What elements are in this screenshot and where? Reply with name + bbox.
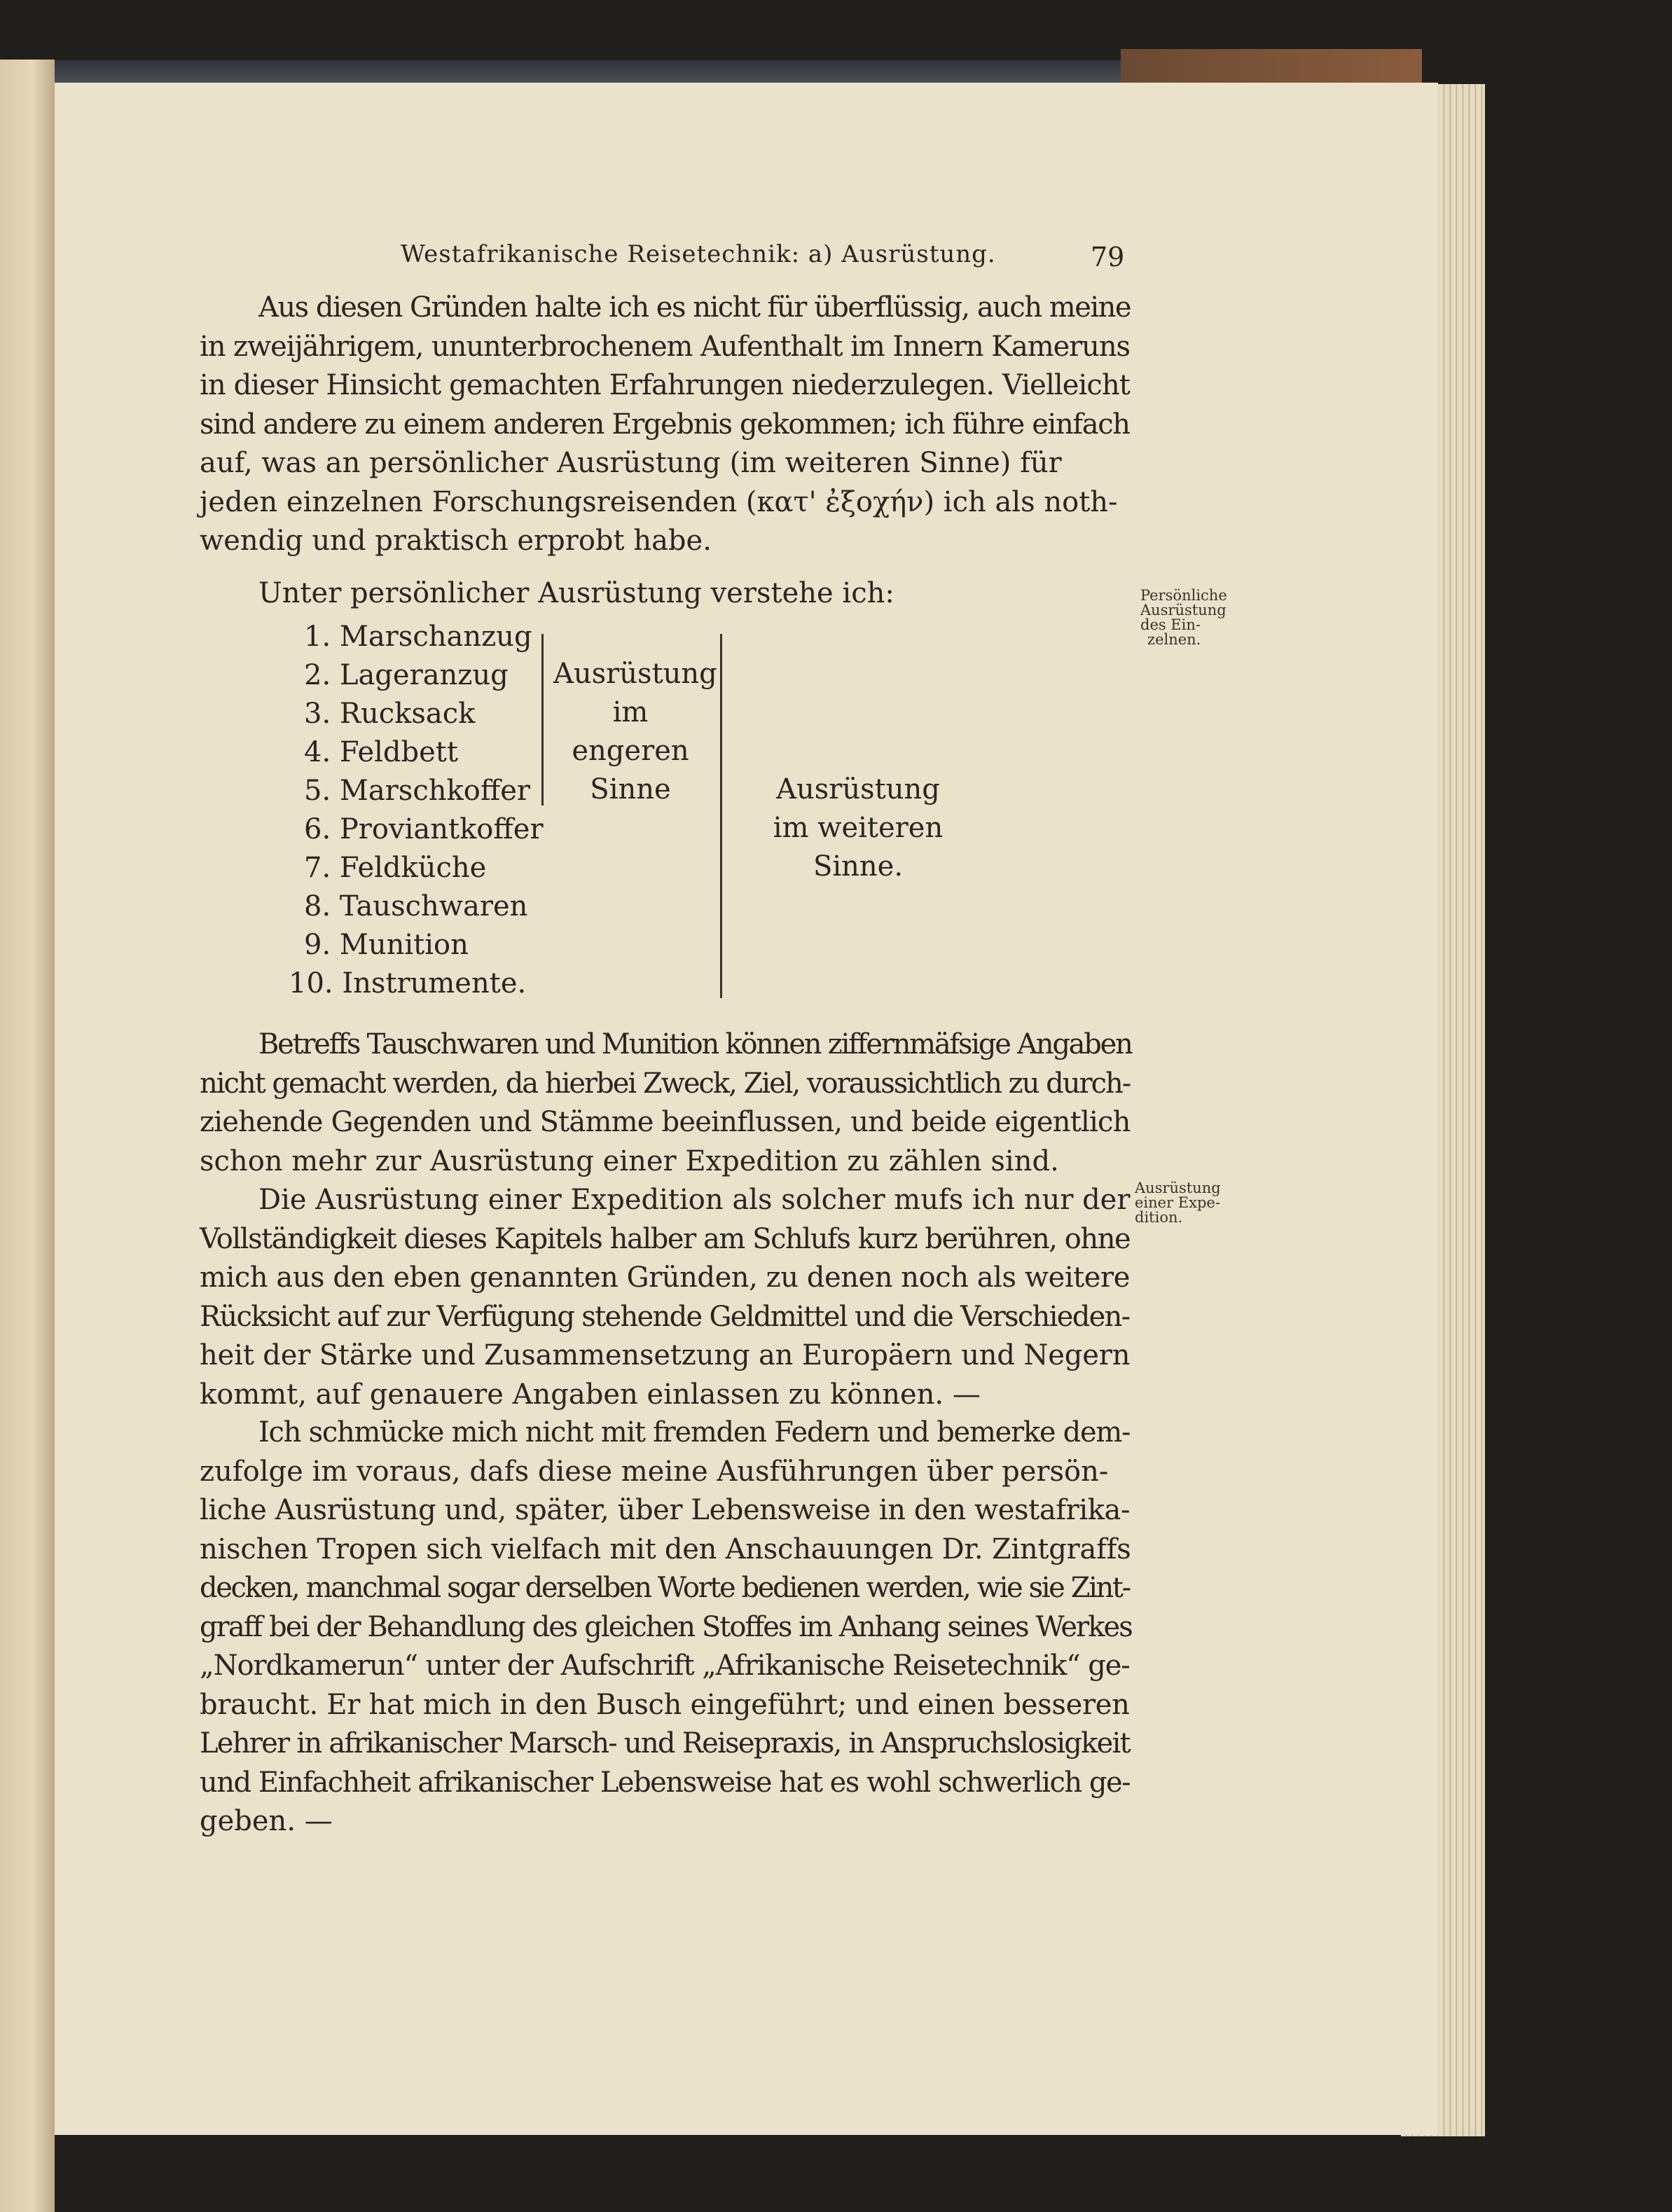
intro-line: Unter persönlicher Ausrüstung verstehe ich: bbox=[258, 577, 894, 609]
text-line: nicht gemacht werden, da hierbei Zweck, Ziel, voraussichtlich zu durch- bbox=[200, 1067, 1131, 1100]
outer-bracket-label bbox=[725, 770, 991, 886]
text-line: in zweijährigem, ununterbrochenem Aufenthalt im Innern Kameruns bbox=[200, 330, 1130, 363]
paragraph-3 bbox=[200, 1181, 1130, 1414]
text-line: Ich schmücke mich nicht mit fremden Federn und bemerke dem- bbox=[258, 1416, 1131, 1449]
list-item: 6. Proviantkoffer bbox=[304, 813, 544, 845]
text-line: wendig und praktisch erprobt habe. bbox=[200, 525, 712, 557]
text-line: liche Ausrüstung und, später, über Lebensweise in den westafrika- bbox=[200, 1494, 1131, 1526]
list-item: 4. Feldbett bbox=[304, 736, 458, 768]
text-line: jeden einzelnen Forschungsreisenden (κατ' ἐξοχήν) ich als noth- bbox=[200, 485, 1118, 518]
paragraph-2 bbox=[200, 1025, 1130, 1181]
list-item: 5. Marschkoffer bbox=[304, 775, 531, 807]
inner-label-line: im engeren bbox=[572, 696, 689, 767]
text-line: zufolge im voraus, dafs diese meine Ausführungen über persön- bbox=[200, 1455, 1109, 1488]
list-item: 9. Munition bbox=[304, 929, 469, 961]
text-line: mich aus den eben genannten Gründen, zu denen noch als weitere bbox=[200, 1261, 1130, 1294]
text-line: graff bei der Behandlung des gleichen Stoffes im Anhang seines Werkes bbox=[200, 1610, 1132, 1643]
text-line: Die Ausrüstung einer Expedition als solcher mufs ich nur der bbox=[258, 1184, 1131, 1216]
paragraph-1 bbox=[200, 289, 1130, 561]
paragraph-4 bbox=[200, 1413, 1130, 1841]
text-line: in dieser Hinsicht gemachten Erfahrungen niederzulegen. Vielleicht bbox=[200, 369, 1130, 401]
margin-note-line: zelnen. bbox=[1147, 631, 1201, 648]
text-line: Rücksicht auf zur Verfügung stehende Geldmittel und die Verschieden- bbox=[200, 1300, 1130, 1333]
list-item: 1. Marschanzug bbox=[304, 621, 532, 653]
text-line: kommt, auf genauere Angaben einlassen zu können. — bbox=[200, 1378, 981, 1411]
text-line: braucht. Er hat mich in den Busch eingeführt; und einen besseren bbox=[200, 1688, 1130, 1721]
margin-note-line: Ausrüstung bbox=[1135, 1180, 1221, 1196]
text-line: Aus diesen Gründen halte ich es nicht für überflüssig, auch meine bbox=[258, 291, 1131, 324]
margin-note-line: des Ein- bbox=[1140, 616, 1201, 633]
list-item: 10. Instrumente. bbox=[289, 967, 527, 1000]
list-item: 7. Feldküche bbox=[304, 852, 487, 884]
text-line: sind andere zu einem anderen Ergebnis gekommen; ich führe einfach bbox=[200, 408, 1130, 441]
text-line: decken, manchmal sogar derselben Worte bedienen werden, wie sie Zint- bbox=[200, 1572, 1130, 1604]
margin-note-line: Persönliche bbox=[1140, 587, 1227, 604]
outer-label-line: im weiteren Sinne. bbox=[773, 812, 944, 883]
text-line: nischen Tropen sich vielfach mit den Anschauungen Dr. Zintgraffs bbox=[200, 1533, 1131, 1565]
list-item: 2. Lageranzug bbox=[304, 659, 509, 691]
inner-bracket-label bbox=[553, 655, 717, 809]
inner-label-line: Sinne bbox=[590, 773, 671, 806]
list-item: 8. Tauschwaren bbox=[304, 890, 528, 922]
inner-label-line: Ausrüstung bbox=[553, 658, 717, 690]
text-line: Betreffs Tauschwaren und Munition können ziffernmäfsige Angaben bbox=[258, 1028, 1132, 1060]
margin-note-line: einer Expe- bbox=[1135, 1194, 1220, 1211]
outer-label-line: Ausrüstung bbox=[776, 773, 940, 806]
left-page-edge bbox=[0, 60, 55, 2212]
outer-bracket bbox=[714, 634, 722, 998]
text-line: heit der Stärke und Zusammensetzung an Europäern und Negern bbox=[200, 1339, 1131, 1371]
margin-note-line: Ausrüstung bbox=[1140, 602, 1227, 618]
text-line: Vollständigkeit dieses Kapitels halber am Schlufs kurz berühren, ohne bbox=[200, 1222, 1131, 1255]
text-line: und Einfachheit afrikanischer Lebensweise hat es wohl schwerlich ge- bbox=[200, 1766, 1131, 1799]
text-line: auf, was an persönlicher Ausrüstung (im weiteren Sinne) für bbox=[200, 447, 1062, 479]
running-title: Westafrikanische Reisetechnik: a) Ausrüstung. bbox=[401, 240, 996, 268]
list-item: 3. Rucksack bbox=[304, 698, 476, 730]
margin-note-2 bbox=[1135, 1181, 1221, 1225]
text-line: ziehende Gegenden und Stämme beeinflussen, und beide eigentlich bbox=[200, 1106, 1131, 1138]
margin-note-1 bbox=[1140, 588, 1227, 647]
text-line: geben. — bbox=[200, 1805, 333, 1837]
page-number: 79 bbox=[1091, 242, 1125, 272]
text-line: „Nordkamerun“ unter der Aufschrift „Afrikanische Reisetechnik“ ge- bbox=[200, 1650, 1130, 1682]
text-line: Lehrer in afrikanischer Marsch- und Reisepraxis, in Anspruchslosigkeit bbox=[200, 1727, 1130, 1760]
inner-bracket bbox=[536, 634, 544, 806]
margin-note-line: dition. bbox=[1135, 1209, 1183, 1226]
text-line: schon mehr zur Ausrüstung einer Expedition zu zählen sind. bbox=[200, 1145, 1059, 1177]
